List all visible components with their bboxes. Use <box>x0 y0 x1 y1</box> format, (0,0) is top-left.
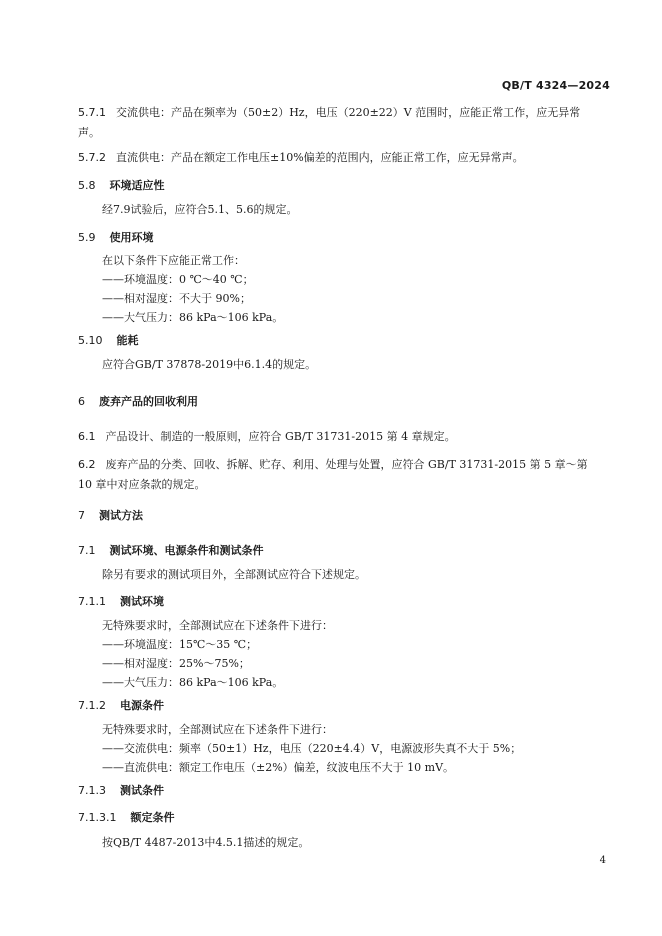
list-item: ——相对湿度：不大于 90%； <box>102 292 251 305</box>
clause-text: 废弃产品的分类、回收、拆解、贮存、利用、处理与处置，应符合 GB/T 31731-2015 第 5 章～第 <box>105 458 588 471</box>
heading-5-8 <box>78 176 606 196</box>
heading-number: 7.1.2 <box>78 699 106 712</box>
heading-title: 能耗 <box>116 334 139 347</box>
clause-text: 产品设计、制造的一般原则，应符合 GB/T 31731-2015 第 4 章规定。 <box>105 430 456 443</box>
heading-title: 电源条件 <box>120 699 164 712</box>
list-item: ——大气压力：86 kPa～106 kPa。 <box>102 311 284 324</box>
list-intro: 无特殊要求时，全部测试应在下述条件下进行： <box>102 619 333 632</box>
clause-7-1-3-1-body: 按QB/T 4487-2013中4.5.1描述的规定。 <box>102 836 310 849</box>
clause-number: 6.2 <box>78 458 96 471</box>
heading-number: 7.1.1 <box>78 595 106 608</box>
heading-7 <box>78 506 606 526</box>
clause-5-7-2 <box>78 148 606 168</box>
clause-text-cont: 10 章中对应条款的规定。 <box>78 478 206 491</box>
clause-number: 6.1 <box>78 430 96 443</box>
heading-number: 7 <box>78 509 85 522</box>
heading-number: 7.1.3 <box>78 784 106 797</box>
clause-7-1-body: 除另有要求的测试项目外，全部测试应符合下述规定。 <box>102 568 366 581</box>
standard-number: QB/T 4324—2024 <box>501 79 610 92</box>
heading-title: 环境适应性 <box>109 179 165 192</box>
clause-5-7-1 <box>78 103 606 143</box>
heading-7-1-3 <box>78 781 606 801</box>
clause-number: 5.7.2 <box>78 151 106 164</box>
clause-5-10-body: 应符合GB/T 37878-2019中6.1.4的规定。 <box>102 358 317 371</box>
page-number: 4 <box>599 855 606 866</box>
clause-number: 5.7.1 <box>78 106 106 119</box>
list-intro: 无特殊要求时，全部测试应在下述条件下进行： <box>102 723 333 736</box>
heading-number: 5.10 <box>78 334 103 347</box>
heading-title: 测试方法 <box>99 509 143 522</box>
clause-7-1-1-body <box>78 616 606 692</box>
heading-number: 5.8 <box>78 179 96 192</box>
heading-number: 6 <box>78 395 85 408</box>
heading-number: 5.9 <box>78 231 96 244</box>
heading-title: 额定条件 <box>130 811 175 824</box>
clause-text-cont: 声。 <box>78 126 100 139</box>
clause-6-1 <box>78 427 606 447</box>
list-item: ——大气压力：86 kPa～106 kPa。 <box>102 676 284 689</box>
heading-number: 7.1.3.1 <box>78 811 117 824</box>
clause-text: 直流供电：产品在额定工作电压±10%偏差的范围内，应能正常工作，应无异常声。 <box>116 151 524 164</box>
heading-title: 使用环境 <box>109 231 154 244</box>
clause-5-8-body: 经7.9试验后，应符合5.1、5.6的规定。 <box>102 203 298 216</box>
heading-7-1 <box>78 541 606 561</box>
heading-title: 测试条件 <box>120 784 164 797</box>
list-item: ——交流供电：频率（50±1）Hz，电压（220±4.4）V，电源波形失真不大于 5%； <box>102 742 522 755</box>
list-item: ——相对湿度：25%～75%； <box>102 657 250 670</box>
clause-6-2 <box>78 455 606 495</box>
heading-6 <box>78 392 606 412</box>
heading-7-1-3-1 <box>78 808 606 828</box>
list-intro: 在以下条件下应能正常工作： <box>102 254 245 267</box>
list-item: ——环境温度：0 ℃～40 ℃； <box>102 273 254 286</box>
heading-title: 废弃产品的回收利用 <box>99 395 198 408</box>
heading-title: 测试环境、电源条件和测试条件 <box>109 544 264 557</box>
list-item: ——直流供电：额定工作电压（±2%）偏差，纹波电压不大于 10 mV。 <box>102 761 455 774</box>
heading-5-9 <box>78 228 606 248</box>
clause-7-1-2-body <box>78 720 606 777</box>
list-item: ——环境温度：15℃～35 ℃； <box>102 638 258 651</box>
heading-5-10 <box>78 331 606 351</box>
heading-number: 7.1 <box>78 544 96 557</box>
clause-5-9-body <box>78 251 606 327</box>
heading-7-1-1 <box>78 592 606 612</box>
heading-title: 测试环境 <box>120 595 164 608</box>
clause-text: 交流供电：产品在频率为（50±2）Hz，电压（220±22）V 范围时，应能正常工作，应无异常 <box>116 106 581 119</box>
heading-7-1-2 <box>78 696 606 716</box>
